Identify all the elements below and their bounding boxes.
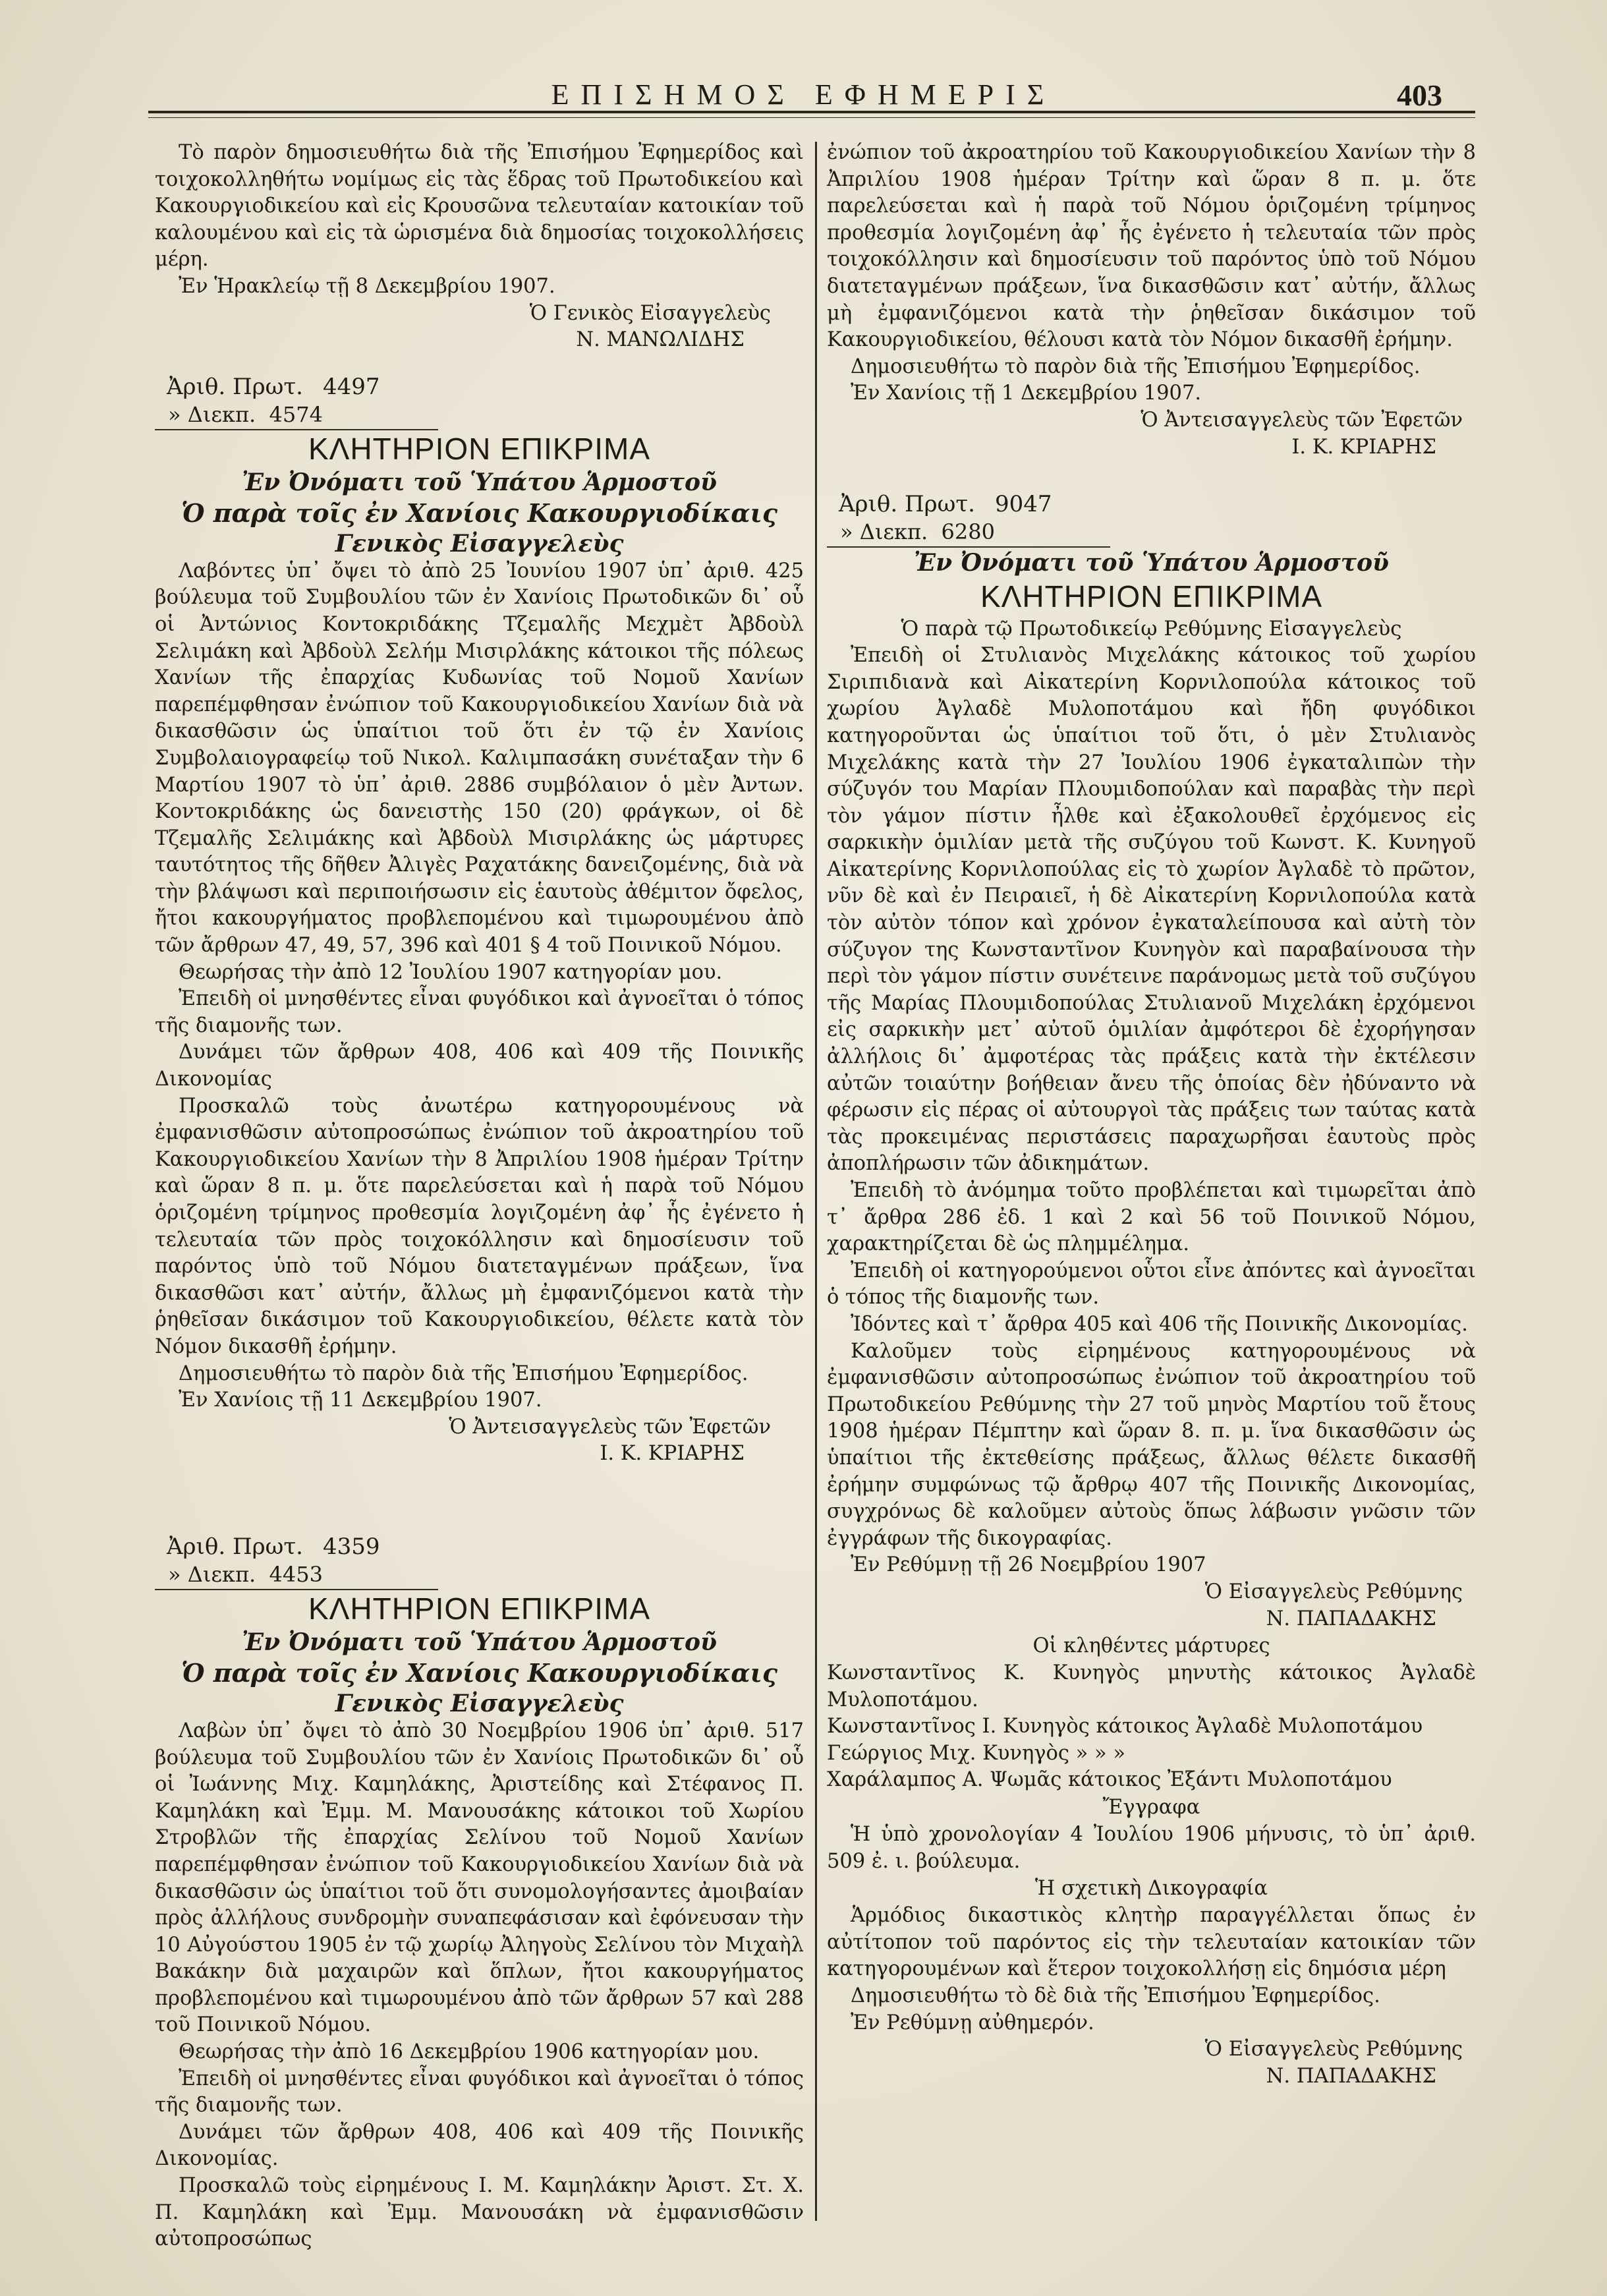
signature-name: Ν. ΠΑΠΑΔΑΚΗΣ [1266, 2064, 1436, 2088]
protocol-label: Ἀριθ. Πρωτ. [839, 491, 975, 518]
dispatch-number: 4574 [269, 401, 323, 427]
court-official: Γενικὸς Εἰσαγγελεὺς [335, 529, 624, 558]
notice-date: Ἐν Ρεθύμνῃ τῇ 26 Νοεμβρίου 1907 [851, 1553, 1206, 1577]
protocol-number-line [827, 490, 1476, 519]
header-rule [148, 111, 1475, 118]
right-column [827, 140, 1476, 2090]
notice-paragraph: Ἐπειδὴ τὸ ἀνόμημα τοῦτο προβλέπεται καὶ τιμωρεῖται ἀπὸ τ᾽ ἄρθρα 286 ἐδ. 1 καὶ 2 καὶ 56 τοῦ Ποινικοῦ Νόμου, χαρακτηρίζεται δὲ ὡς πλημμέλημα. [827, 1179, 1476, 1256]
running-title: ΕΠΙΣΗΜΟΣ ΕΦΗΜΕΡΙΣ [551, 78, 1056, 111]
signature-role: Ὁ Ἀντεισαγγελεὺς τῶν Ἐφετῶν [1141, 408, 1463, 432]
signature-role: Ὁ Εἰσαγγελεὺς Ρεθύμνης [1204, 1580, 1463, 1603]
left-column [155, 140, 804, 2253]
notice-paragraph: Θεωρήσας τὴν ἀπὸ 16 Δεκεμβρίου 1906 κατηγορίαν μου. [179, 2040, 760, 2064]
notice-paragraph: Ἰδόντες καὶ τ᾽ ἄρθρα 405 καὶ 406 τῆς Ποινικῆς Δικονομίας. [851, 1312, 1468, 1336]
signature-name: Ι. Κ. ΚΡΙΑΡΗΣ [600, 1442, 745, 1466]
court-official: Ὁ παρὰ τῷ Πρωτοδικείῳ Ρεθύμνης Εἰσαγγελεὺς [901, 617, 1402, 641]
protocol-number: 4359 [322, 1533, 380, 1560]
signature-role: Ὁ Εἰσαγγελεὺς Ρεθύμνης [1204, 2038, 1463, 2061]
dispatch-number-line [155, 1561, 804, 1588]
invocation: Ἐν Ὀνόματι τοῦ Ὑπάτου Ἁρμοστοῦ [242, 1628, 717, 1656]
notice-paragraph: Λαβὼν ὑπ᾽ ὄψει τὸ ἀπὸ 30 Νοεμβρίου 1906 ὑπ᾽ ἀριθ. 517 βούλευμα τοῦ Συμβουλίου τῶν ἐν Χανίοις Πρωτοδικῶν δι᾽ οὗ οἱ Ἰωάννης Μιχ. Καμηλάκης, Ἀριστείδης καὶ Στέφανος Π. Καμηλάκη καὶ Ἐμμ. Μ. Μανουσάκης κάτοικοι τοῦ Χωρίου Στροβλῶν τῆς ἐπαρχίας Σελίνου τοῦ Νομοῦ Χανίων παρεπέμφθησαν ἐνώπιον τοῦ Κακουργιοδικείου Χανίων διὰ νὰ δικασθῶσιν ὡς ὑπαίτιοι τοῦ ὅτι συνομολογήσαντες ἀμοιβαίαν πρὸς ἀλλήλους συνδρομὴν συναπεφάσισαν καὶ ἐφόνευσαν τὴν 10 Αὐγούστου 1905 ἐν τῷ χωρίῳ Ἀληγοὺς Σελίνου τὸν Μιχαὴλ Βακάκην διὰ μαχαιρῶν καὶ ὅπλων, ἤτοι κακουργήματος προβλεπομένου καὶ τιμωρουμένου ἀπὸ τῶν ἄρθρων 57 καὶ 288 τοῦ Ποινικοῦ Νόμου. [155, 1719, 804, 2037]
protocol-number: 9047 [994, 491, 1052, 518]
documents-heading: Ἔγγραφα [1102, 1796, 1200, 1820]
document-entry: Ἡ ὑπὸ χρονολογίαν 4 Ἰουλίου 1906 μήνυσις, τὸ ὑπ᾽ ἀριθ. 509 ἐ. ι. βούλευμα. [827, 1823, 1476, 1873]
witness-entry: Κωνσταντῖνος Κ. Κυνηγὸς μηνυτὴς κάτοικος Ἀγλαδὲ Μυλοποτάμου. [827, 1661, 1476, 1711]
notice-paragraph: Ἐπειδὴ οἱ Στυλιανὸς Μιχελάκης κάτοικος τοῦ χωρίου Σιριπιδιανὰ καὶ Αἰκατερίνη Κορνιλοπούλα κάτοικος τοῦ χωρίου Ἀγλαδὲ Μυλοποτάμου καὶ ἤδη φυγόδικοι κατηγοροῦνται ὡς ὑπαίτιοι τοῦ ὅτι, ὁ μὲν Στυλιανὸς Μιχελάκης κατὰ τὴν 27 Ἰουλίου 1906 ἐγκαταλιπὼν τὴν σύζυγόν του Μαρίαν Πλουμιδοπούλαν καὶ παραβὰς τὴν περὶ τὸν γάμον πίστιν ἦλθε καὶ ἐξακολουθεῖ ἐρχόμενος εἰς σαρκικὴν ὁμιλίαν μετὰ τῆς συζύγου τοῦ Κωνστ. Κ. Κυνηγοῦ Αἰκατερίνης Κορνιλοπούλας εἰς τὸ χωρίον Ἀγλαδὲ τὸ πρῶτον, νῦν δὲ καὶ ἐν Πειραιεῖ, ἡ δὲ Αἰκατερίνη Κορνιλοπούλα κατὰ τὸν αὐτὸν τόπον καὶ χρόνον ἐγκαταλείπουσα καὶ αὐτὴ τὸν σύζυγον της Κωνσταντῖνον Κυνηγὸν καὶ παραβαίνουσα τὴν περὶ τὸν γάμον πίστιν συνέτεινε παράνομως μετὰ τοῦ συζύγου τῆς Μαρίας Πλουμιδοπούλας Στυλιανοῦ Μιχελάκη ἐρχόμενοι εἰς σαρκικὴν μετ᾽ αὐτοῦ ὁμιλίαν ἀμφότεροι δὲ ἐχορήγησαν ἀλλήλοις δι᾽ ἀμφοτέρας τὰς πράξεις κατὰ τὴν ἐκτέλεσιν αὐτῶν τοιαύτην βοήθειαν ἄνευ τῆς ὁποίας δὲν ἠδύναντο νὰ φέρωσιν εἰς πέρας οἱ αὐτουργοὶ τὰς πράξεις των ταύτας κατὰ τὰς προκειμένας περιστάσεις παραχωρῆσαι ἑαυτοὺς πρὸς ἀποπλήρωσιν τῶν ἀδικημάτων. [827, 644, 1476, 1176]
notice-paragraph: Προσκαλῶ τοὺς εἰρημένους Ι. Μ. Καμηλάκην Ἀριστ. Στ. Χ. Π. Καμηλάκη καὶ Ἐμμ. Μανουσάκη νὰ ἐμφανισθῶσιν αὐτοπροσώπως [155, 2174, 804, 2251]
notice-title: ΚΛΗΤΗΡΙΟΝ ΕΠΙΚΡΙΜΑ [308, 1591, 650, 1626]
notice-paragraph: Δημοσιευθήτω τὸ παρὸν διὰ τῆς Ἐπισήμου Ἐφημερίδος. [179, 1362, 748, 1385]
dispatch-label: » Διεκπ. [168, 1561, 256, 1587]
signature-name: Ι. Κ. ΚΡΙΑΡΗΣ [1291, 435, 1436, 459]
protocol-number-line [155, 372, 804, 401]
notice-paragraph: Ἁρμόδιος δικαστικὸς κλητὴρ παραγγέλλεται ὅπως ἐν αὐτίτοπον τοῦ παρόντος εἰς τὴν τελευταίαν κατοικίαν τῶν κατηγορουμένων καὶ ἕτερον τοιχοκολλήσῃ εἰς δημόσια μέρη [827, 1904, 1476, 1981]
signature-name: Ν. ΠΑΠΑΔΑΚΗΣ [1266, 1607, 1436, 1630]
notice-summons-4359 [155, 1532, 804, 2253]
court-name: Ὁ παρὰ τοῖς ἐν Χανίοις Κακουργιοδίκαις [181, 498, 778, 528]
notice-paragraph: Λαβόντες ὑπ᾽ ὄψει τὸ ἀπὸ 25 Ἰουνίου 1907 ὑπ᾽ ἀριθ. 425 βούλευμα τοῦ Συμβουλίου τῶν ἐν Χανίοις Πρωτοδικῶν δι᾽ οὗ οἱ Ἀντώνιος Κοντοκριδάκης Τζεμαλῆς Μεχμὲτ Ἀβδοὺλ Σελιμάκη καὶ Ἀβδοὺλ Σελήμ Μισιρλάκης κάτοικοι τῆς πόλεως Χανίων τῆς ἐπαρχίας Κυδωνίας τοῦ Νομοῦ Χανίων παρεπέμφθησαν ἐνώπιον τοῦ Κακουργιοδικείου Χανίων διὰ νὰ δικασθῶσιν ὡς ὑπαίτιοι τοῦ ὅτι ἐν τῷ ἐν Χανίοις Συμβολαιογραφείῳ τοῦ Νικολ. Καλιμπασάκη συνέταξαν τὴν 6 Μαρτίου 1907 τὸ ὑπ᾽ ἀριθ. 2886 συμβόλαιον ὁ μὲν Ἀντων. Κοντοκριδάκης ὡς δανειστὴς 150 (20) φράγκων, οἱ δὲ Τζεμαλῆς Σελιμάκης καὶ Ἀβδοὺλ Μισιρλάκης ὡς μάρτυρες ταυτότητος τῆς δῆθεν Ἀλιγὲς Ραχατάκης δανειζομένης, διὰ νὰ τὴν βλάψωσι καὶ περιποιήσωσιν εἰς ἑαυτοὺς ἀθέμιτον ὄφελος, ἤτοι κακουργήματος προβλεπομένου καὶ τιμωρουμένου ἀπὸ τῶν ἄρθρων 47, 49, 57, 396 καὶ 401 § 4 τοῦ Ποινικοῦ Νόμου. [155, 559, 804, 958]
dispatch-number-line [155, 401, 804, 428]
notice-paragraph: Προσκαλῶ τοὺς ἀνωτέρω κατηγορουμένους νὰ ἐμφανισθῶσιν αὐτοπροσώπως ἐνώπιον τοῦ ἀκροατηρίου τοῦ Κακουργιοδικείου Χανίων τὴν 8 Ἀπριλίου 1908 ἡμέραν Τρίτην καὶ ὥραν 8 π. μ. ὅτε παρελεύσεται καὶ ἡ παρὰ τοῦ Νόμου ὁριζομένη τρίμηνος προθεσμία λογιζομένη ἀφ᾽ ἧς ἐγένετο ἡ τελευταία τῶν πρὸς τοιχοκόλλησιν καὶ δημοσίευσιν τοῦ παρόντος ὑπὸ τοῦ Νόμου διατεταγμένων πράξεων, ἵνα δικασθῶσι κατ᾽ αὐτήν, ἄλλως μὴ ἐμφανιζόμενοι κατὰ τὴν ῥηθεῖσαν δικάσιμον τοῦ Κακουργιοδικείου, θέλετε κατὰ τὸν Νόμον δικασθῆ ἐρήμην. [155, 1094, 804, 1358]
signature-name: Ν. ΜΑΝΩΛΙΔΗΣ [576, 328, 745, 352]
notice-paragraph: Δυνάμει τῶν ἄρθρων 408, 406 καὶ 409 τῆς Ποινικῆς Δικονομίας [155, 1041, 804, 1091]
notice-title: ΚΛΗΤΗΡΙΟΝ ΕΠΙΚΡΙΜΑ [308, 431, 650, 466]
court-name: Ὁ παρὰ τοῖς ἐν Χανίοις Κακουργιοδίκαις [181, 1657, 778, 1688]
notice-paragraph: Ἐπειδὴ οἱ κατηγορούμενοι οὗτοι εἶνε ἀπόντες καὶ ἀγνοεῖται ὁ τόπος τῆς διαμονῆς των. [827, 1259, 1476, 1309]
protocol-number-line [155, 1532, 804, 1561]
notice-paragraph: Ἐπειδὴ οἱ μνησθέντες εἶναι φυγόδικοι καὶ ἀγνοεῖται ὁ τόπος τῆς διαμονῆς των. [155, 987, 804, 1037]
notice-title: ΚΛΗΤΗΡΙΟΝ ΕΠΙΚΡΙΜΑ [980, 579, 1322, 614]
case-file-heading: Ἡ σχετικὴ Δικογραφία [1035, 1877, 1268, 1901]
notice-paragraph: Ἐπειδὴ οἱ μνησθέντες εἶναι φυγόδικοι καὶ ἀγνοεῖται ὁ τόπος τῆς διαμονῆς των. [155, 2067, 804, 2117]
dispatch-number-line [827, 519, 1476, 545]
witness-entry: Χαράλαμπος Α. Ψωμᾶς κάτοικος Ἐξάντι Μυλοποτάμου [827, 1768, 1392, 1792]
dispatch-label: » Διεκπ. [840, 519, 928, 545]
notice-paragraph: Δυνάμει τῶν ἄρθρων 408, 406 καὶ 409 τῆς Ποινικῆς Δικονομίας. [155, 2120, 804, 2171]
notice-body: Τὸ παρὸν δημοσιευθήτω διὰ τῆς Ἐπισήμου Ἐφημερίδος καὶ τοιχοκολληθήτω νομίμως εἰς τὰς ἕδρας τοῦ Πρωτοδικείου καὶ Κακουργιοδικείου καὶ εἰς Κρουσῶνα τελευταίαν κατοικίαν τοῦ καλουμένου καὶ εἰς τὰ ὡρισμένα διὰ δημοσίας τοιχοκολλήσεις μέρη. [155, 141, 804, 272]
notice-date: Ἐν Χανίοις τῇ 1 Δεκεμβρίου 1907. [851, 382, 1202, 405]
protocol-label: Ἀριθ. Πρωτ. [167, 1533, 303, 1560]
page-number: 403 [1397, 78, 1442, 112]
witnesses-heading: Οἱ κληθέντες μάρτυρες [1032, 1634, 1270, 1658]
signature-role: Ὁ Γενικὸς Εἰσαγγελεὺς [529, 301, 771, 325]
notice-summons-9047 [827, 490, 1476, 2090]
notice-date: Ἐν Χανίοις τῇ 11 Δεκεμβρίου 1907. [179, 1389, 542, 1412]
notice-heraklion [155, 140, 804, 354]
column-divider [815, 142, 817, 2221]
signature-role: Ὁ Ἀντεισαγγελεὺς τῶν Ἐφετῶν [449, 1415, 771, 1439]
notice-date: Ἐν Ρεθύμνῃ αὐθημερόν. [851, 2011, 1094, 2034]
notice-continuation [827, 140, 1476, 461]
invocation: Ἐν Ὀνόματι τοῦ Ὑπάτου Ἁρμοστοῦ [914, 549, 1389, 577]
witness-entry: Γεώργιος Μιχ. Κυνηγὸς » » » [827, 1741, 1126, 1765]
notice-date: Ἐν Ἡρακλείῳ τῇ 8 Δεκεμβρίου 1907. [179, 274, 555, 298]
dispatch-number: 6280 [941, 519, 995, 545]
notice-paragraph: Δημοσιευθήτω τὸ δὲ διὰ τῆς Ἐπισήμου Ἐφημερίδος. [851, 1984, 1380, 2008]
notice-summons-4497 [155, 372, 804, 1468]
protocol-label: Ἀριθ. Πρωτ. [167, 373, 303, 400]
dispatch-number: 4453 [269, 1561, 323, 1587]
protocol-number: 4497 [322, 373, 380, 400]
invocation: Ἐν Ὀνόματι τοῦ Ὑπάτου Ἁρμοστοῦ [242, 468, 717, 496]
notice-paragraph: Καλοῦμεν τοὺς εἰρημένους κατηγορουμένους νὰ ἐμφανισθῶσιν αὐτοπροσώπως ἐνώπιον τοῦ ἀκροατηρίου τοῦ Πρωτοδικείου Ρεθύμνης τὴν 27 τοῦ μηνὸς Μαρτίου τοῦ ἔτους 1908 ἡμέραν Πέμπτην καὶ ὥραν 8. π. μ. ἵνα δικασθῶσιν ὡς ὑπαίτιοι τῆς ἐκτεθείσης πράξεως, ἄλλως θέλετε δικασθῆ ἐρήμην συμφώνως τῷ ἄρθρῳ 407 τῆς Ποινικῆς Δικονομίας, συγχρόνως δὲ καλοῦμεν αὐτοὺς ὅπως λάβωσιν γνῶσιν τῶν ἐγγράφων τῆς δικογραφίας. [827, 1339, 1476, 1550]
notice-paragraph: ἐνώπιον τοῦ ἀκροατηρίου τοῦ Κακουργιοδικείου Χανίων τὴν 8 Ἀπριλίου 1908 ἡμέραν Τρίτην καὶ ὥραν 8 π. μ. ὅτε παρελεύσεται καὶ ἡ παρὰ τοῦ Νόμου ὁριζομένη τρίμηνος προθεσμία λογιζομένη ἀφ᾽ ἧς ἐγένετο ἡ τελευταία τῶν πρὸς τοιχοκόλλησιν καὶ δημοσίευσιν τοῦ παρόντος ὑπὸ τοῦ Νόμου διατεταγμένων πράξεων, ἵνα δικασθῶσιν κατ᾽ αὐτήν, ἄλλως μὴ ἐμφανιζόμενοι κατὰ τὴν ῥηθεῖσαν δικάσιμον τοῦ Κακουργιοδικείου, θέλουσι κατὰ τὸν Νόμον δικασθῆ ἐρήμην. [827, 141, 1476, 352]
notice-paragraph: Θεωρήσας τὴν ἀπὸ 12 Ἰουλίου 1907 κατηγορίαν μου. [179, 960, 723, 984]
notice-paragraph: Δημοσιευθήτω τὸ παρὸν διὰ τῆς Ἐπισήμου Ἐφημερίδος. [851, 355, 1421, 378]
court-official: Γενικὸς Εἰσαγγελεὺς [335, 1689, 624, 1717]
dispatch-label: » Διεκπ. [168, 401, 256, 427]
witness-entry: Κωνσταντῖνος Ι. Κυνηγὸς κάτοικος Ἀγλαδὲ Μυλοποτάμου [827, 1715, 1423, 1738]
